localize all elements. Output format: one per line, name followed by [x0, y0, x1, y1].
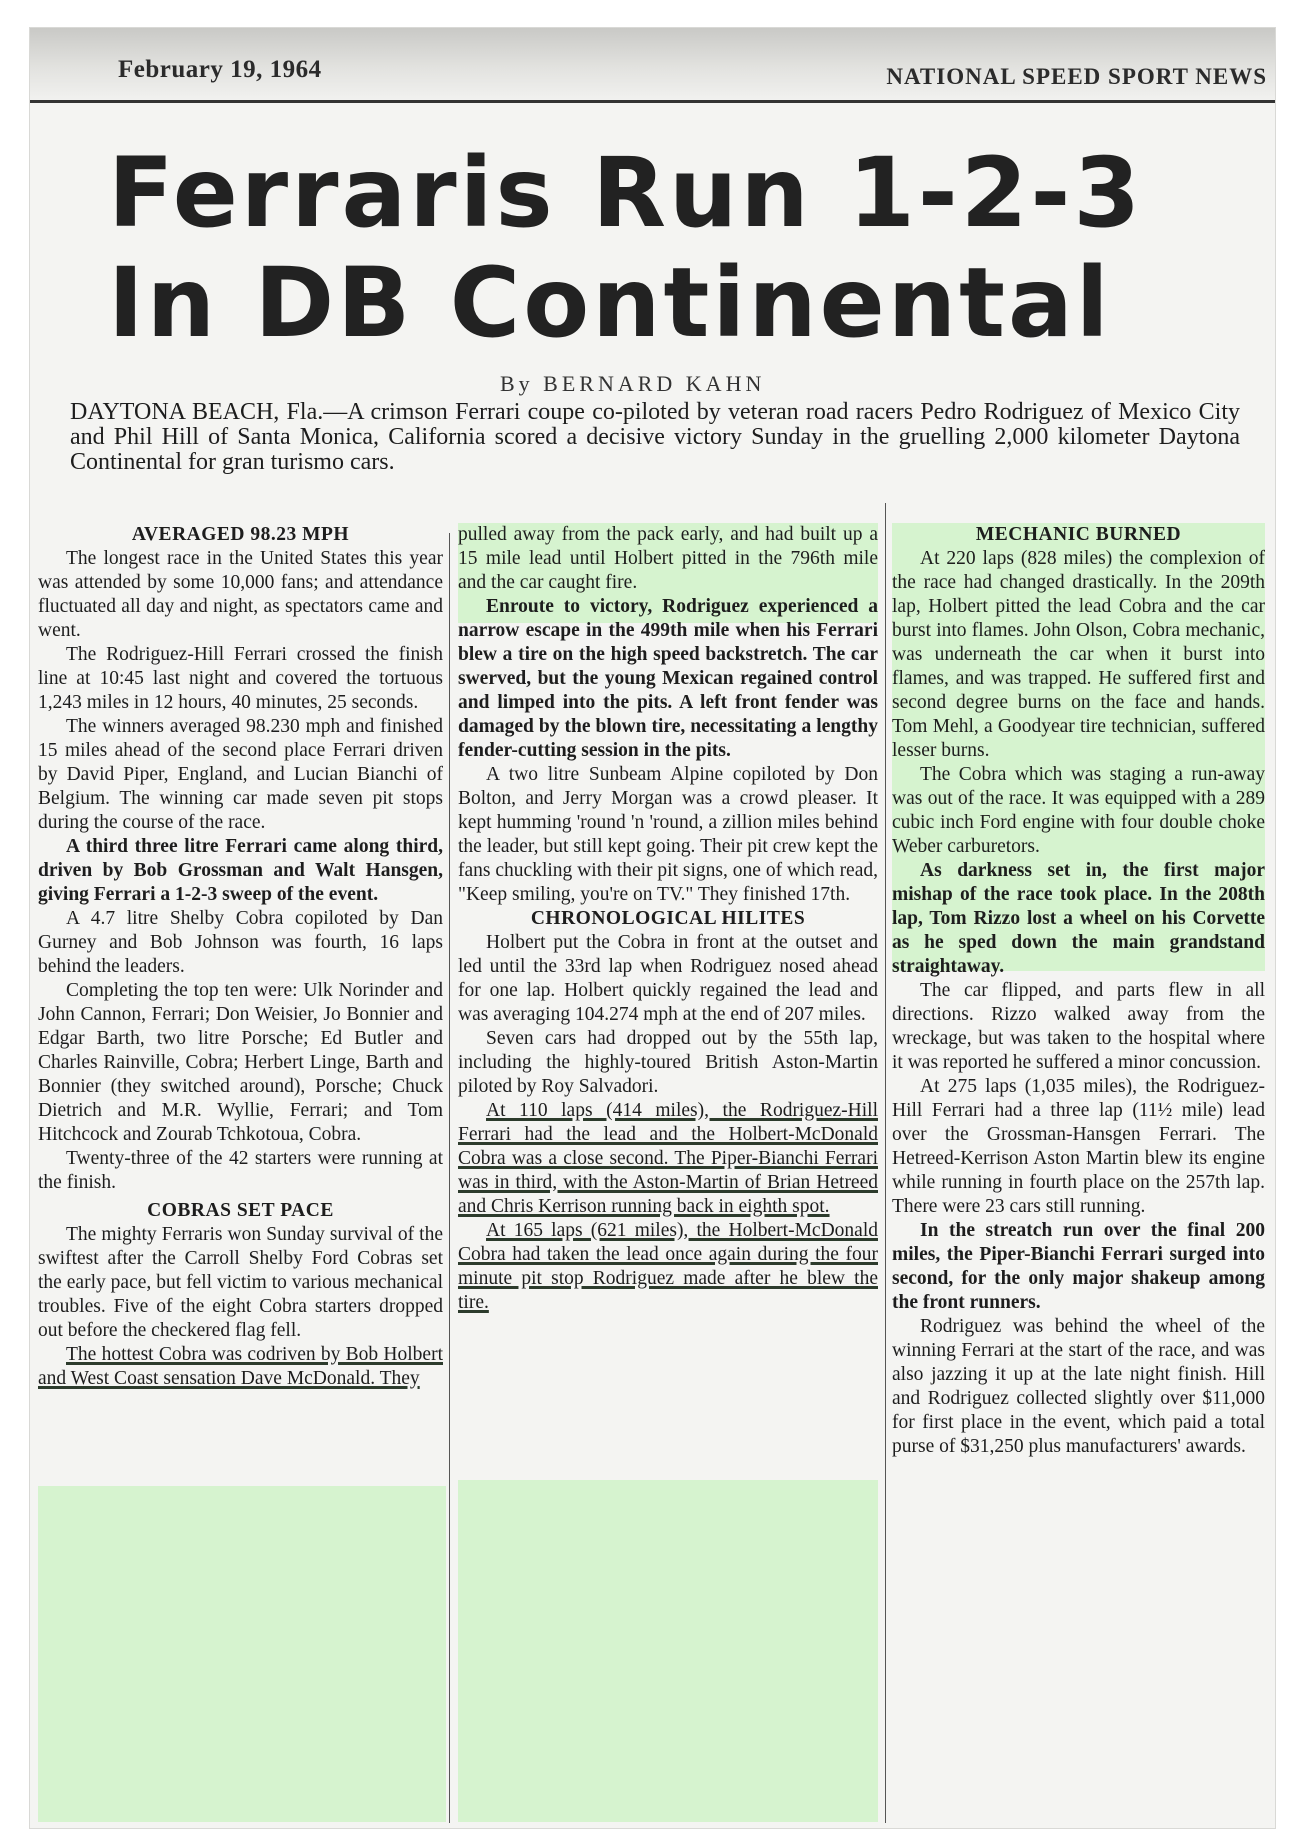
newspaper-clipping [30, 28, 1275, 1828]
col3-paragraph: Rodriguez was behind the wheel of the winning Ferrari at the start of the race, and was also jazzing it up at the late night finish. Hill and Rodriguez collected slightly over $11,000 for first place in the event, which paid a total purse of $31,250 plus manufacturers' awards. [892, 1316, 1265, 1457]
col1-paragraph: The longest race in the United States this year was attended by some 10,000 fans; and attendance fluctuated all day and night, as spectators came and went. [38, 548, 443, 641]
subhead-mechanic-burned: MECHANIC BURNED [975, 524, 1182, 545]
headline [108, 138, 1208, 358]
col3-paragraph: At 275 laps (1,035 miles), the Rodriguez-Hill Ferrari had a three lap (11½ mile) lead over the Grossman-Hansgen Ferrari. The Hetreed-Kerrison Aston Martin blew its engine while running in fourth place on the 257th lap. There were 23 cars still running. [892, 1076, 1265, 1217]
headline-line-1: Ferraris Run 1-2-3 [108, 137, 1144, 249]
column-divider-1 [449, 533, 450, 1823]
subhead-chronological-hilites: CHRONOLOGICAL HILITES [530, 908, 806, 929]
col1-paragraph: A third three litre Ferrari came along third, driven by Bob Grossman and Walt Hansgen, giving Ferrari a 1-2-3 sweep of the event. [38, 836, 443, 905]
col1-paragraph: The winners averaged 98.230 mph and finished 15 miles ahead of the second place Ferrari driven by David Piper, England, and Lucian Bianchi of Belgium. The winning car made seven pit stops during the course of the race. [38, 716, 443, 833]
subhead-averaged: AVERAGED 98.23 MPH [131, 524, 350, 545]
col3-paragraph: The car flipped, and parts flew in all directions. Rizzo walked away from the wreckage, but was taken to the hospital where it was reported he suffered a minor concussion. [892, 980, 1265, 1073]
paper-name: NATIONAL SPEED SPORT NEWS [886, 64, 1267, 89]
lede-paragraph: DAYTONA BEACH, Fla.—A crimson Ferrari coupe co-piloted by veteran road racers Pedro Rodriguez of Mexico City and Phil Hill of Santa Monica, California scored a decisive victory Sunday in the gruelling 2,000 kilometer Daytona Continental for gran turismo cars. [70, 399, 1240, 475]
col1-paragraph: The mighty Ferraris won Sunday survival of the swiftest after the Carroll Shelby Ford Cobras set the early pace, but fell victim to various mechanical troubles. Five of the eight Cobra starters dropped out before the checkered flag fell. [38, 1224, 443, 1341]
highlight-col2-bottom [458, 1480, 878, 1822]
col2-paragraph-underlined: At 110 laps (414 miles), the Rodriguez-Hill Ferrari had the lead and the Holbert-McDonald Cobra was a close second. The Piper-Bianchi Ferrari was in third, with the Aston-Martin of Brian Hetreed and Chris Kerrison running back in eighth spot. [458, 1100, 878, 1217]
column-3 [892, 523, 1265, 1459]
col2-paragraph: Enroute to victory, Rodriguez experienced a narrow escape in the 499th mile when his Ferrari blew a tire on the high speed backstretch. The car swerved, but the young Mexican regained control and limped into the pits. A left front fender was damaged by the blown tire, necessitating a lengthy fender-cutting session in the pits. [458, 596, 878, 761]
byline: By BERNARD KAHN [500, 371, 766, 396]
col3-paragraph: As darkness set in, the first major mishap of the race took place. In the 208th lap, Tom Rizzo lost a wheel on his Corvette as he sped down the main grandstand straightaway. [892, 860, 1265, 977]
col3-paragraph: At 220 laps (828 miles) the complexion of the race had changed drastically. In the 209th lap, Holbert pitted the lead Cobra and the car burst into flames. John Olson, Cobra mechanic, was underneath the car when it burst into flames, and was trapped. He suffered first and second degree burns on the face and hands. Tom Mehl, a Goodyear tire technician, suffered lesser burns. [892, 548, 1265, 761]
col2-paragraph: Holbert put the Cobra in front at the outset and led until the 33rd lap when Rodriguez nosed ahead for one lap. Holbert quickly regained the lead and was averaging 104.274 mph at the end of 207 miles. [458, 932, 878, 1025]
issue-date: February 19, 1964 [118, 56, 322, 83]
column-2 [458, 523, 878, 1315]
col3-paragraph: The Cobra which was staging a run-away was out of the race. It was equipped with a 289 cubic inch Ford engine with four double choke Weber carburetors. [892, 764, 1265, 857]
col1-paragraph: The Rodriguez-Hill Ferrari crossed the finish line at 10:45 last night and covered the tortuous 1,243 miles in 12 hours, 40 minutes, 25 seconds. [38, 644, 443, 713]
col1-paragraph-underlined: The hottest Cobra was codriven by Bob Holbert and West Coast sensation Dave McDonald. They [38, 1344, 443, 1389]
header-rule [30, 100, 1275, 103]
col1-paragraph: Completing the top ten were: Ulk Norinder and John Cannon, Ferrari; Don Weisier, Jo Bonnier and Edgar Barth, two litre Porsche; Ed Butler and Charles Rainville, Cobra; Herbert Linge, Barth and Bonnier (they switched around), Porsche; Chuck Dietrich and M.R. Wyllie, Ferrari; and Tom Hitchcock and Zourab Tchkotoua, Cobra. [38, 980, 443, 1145]
col3-paragraph: In the streatch run over the final 200 miles, the Piper-Bianchi Ferrari surged into second, for the only major shakeup among the front runners. [892, 1220, 1265, 1313]
headline-line-2: In DB Continental [108, 247, 1112, 359]
col2-paragraph: A two litre Sunbeam Alpine copiloted by Don Bolton, and Jerry Morgan was a crowd pleaser. It kept humming 'round 'n 'round, a zillion miles behind the leader, but still kept going. Their pit crew kept the fans chuckling with their pit signs, one of which read, "Keep smiling, you're on TV." They finished 17th. [458, 764, 878, 905]
col2-paragraph: Seven cars had dropped out by the 55th lap, including the highly-toured British Aston-Martin piloted by Roy Salvadori. [458, 1028, 878, 1097]
subhead-cobras-set-pace: COBRAS SET PACE [147, 1200, 334, 1221]
column-1 [38, 523, 443, 1391]
col2-paragraph: pulled away from the pack early, and had built up a 15 mile lead until Holbert pitted in the 796th mile and the car caught fire. [458, 524, 878, 593]
highlight-cobras-set-pace [38, 1486, 446, 1822]
col1-paragraph: Twenty-three of the 42 starters were running at the finish. [38, 1148, 443, 1193]
col2-paragraph-underlined: At 165 laps (621 miles), the Holbert-McDonald Cobra had taken the lead once again during the four minute pit stop Rodriguez made after he blew the tire. [458, 1220, 878, 1313]
col1-paragraph: A 4.7 litre Shelby Cobra copiloted by Dan Gurney and Bob Johnson was fourth, 16 laps behind the leaders. [38, 908, 443, 977]
masthead [30, 28, 1275, 100]
column-divider-2 [885, 503, 886, 1823]
